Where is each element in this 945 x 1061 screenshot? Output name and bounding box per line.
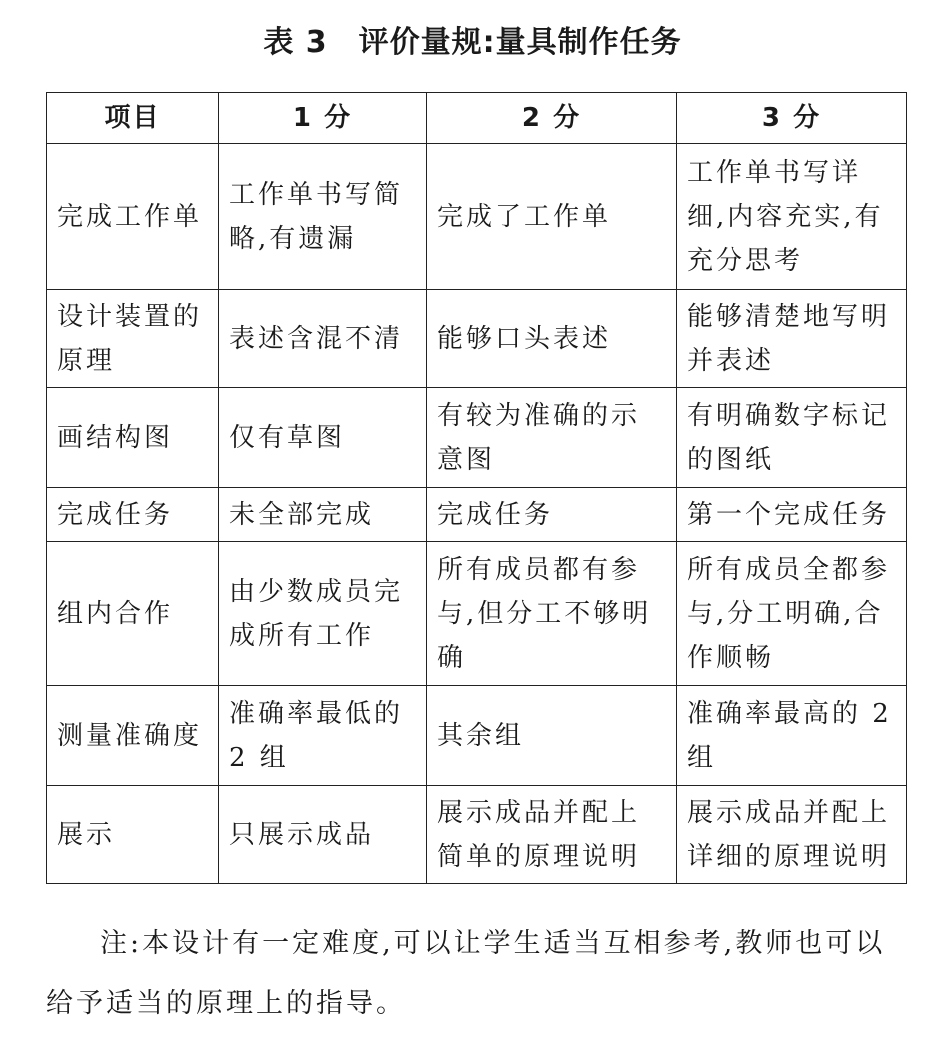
header-row [47, 93, 907, 144]
cell-score-2: 其余组 [427, 686, 677, 786]
cell-score-1: 准确率最低的 2 组 [219, 686, 427, 786]
cell-score-1: 工作单书写简略,有遗漏 [219, 144, 427, 290]
row-item: 完成工作单 [47, 144, 219, 290]
header-score-2: 2 分 [427, 93, 677, 144]
cell-score-1: 仅有草图 [219, 388, 427, 488]
cell-score-2: 完成了工作单 [427, 144, 677, 290]
header-score-3: 3 分 [677, 93, 907, 144]
cell-score-3: 展示成品并配上详细的原理说明 [677, 786, 907, 884]
row-item: 展示 [47, 786, 219, 884]
cell-score-1: 未全部完成 [219, 488, 427, 542]
footnote: 注:本设计有一定难度,可以让学生适当互相参考,教师也可以给予适当的原理上的指导。 [46, 928, 886, 1019]
row-item: 设计装置的原理 [47, 290, 219, 388]
table-row [47, 144, 907, 290]
cell-score-3: 能够清楚地写明并表述 [677, 290, 907, 388]
cell-score-2: 完成任务 [427, 488, 677, 542]
row-item: 画结构图 [47, 388, 219, 488]
cell-score-2: 能够口头表述 [427, 290, 677, 388]
cell-score-3: 工作单书写详细,内容充实,有充分思考 [677, 144, 907, 290]
cell-score-3: 准确率最高的 2 组 [677, 686, 907, 786]
row-item: 组内合作 [47, 542, 219, 686]
row-item: 完成任务 [47, 488, 219, 542]
cell-score-1: 只展示成品 [219, 786, 427, 884]
table-row [47, 686, 907, 786]
cell-score-2: 展示成品并配上简单的原理说明 [427, 786, 677, 884]
header-score-1: 1 分 [219, 93, 427, 144]
cell-score-2: 所有成员都有参与,但分工不够明确 [427, 542, 677, 686]
table-row [47, 542, 907, 686]
table-row [47, 786, 907, 884]
row-item: 测量准确度 [47, 686, 219, 786]
table-row [47, 488, 907, 542]
header-item: 项目 [47, 93, 219, 144]
cell-score-2: 有较为准确的示意图 [427, 388, 677, 488]
table-row [47, 388, 907, 488]
cell-score-3: 所有成员全都参与,分工明确,合作顺畅 [677, 542, 907, 686]
cell-score-3: 第一个完成任务 [677, 488, 907, 542]
cell-score-1: 表述含混不清 [219, 290, 427, 388]
cell-score-1: 由少数成员完成所有工作 [219, 542, 427, 686]
table-row [47, 290, 907, 388]
table-title: 表 3 评价量规:量具制作任务 [263, 25, 682, 60]
rubric-table [46, 92, 907, 884]
cell-score-3: 有明确数字标记的图纸 [677, 388, 907, 488]
